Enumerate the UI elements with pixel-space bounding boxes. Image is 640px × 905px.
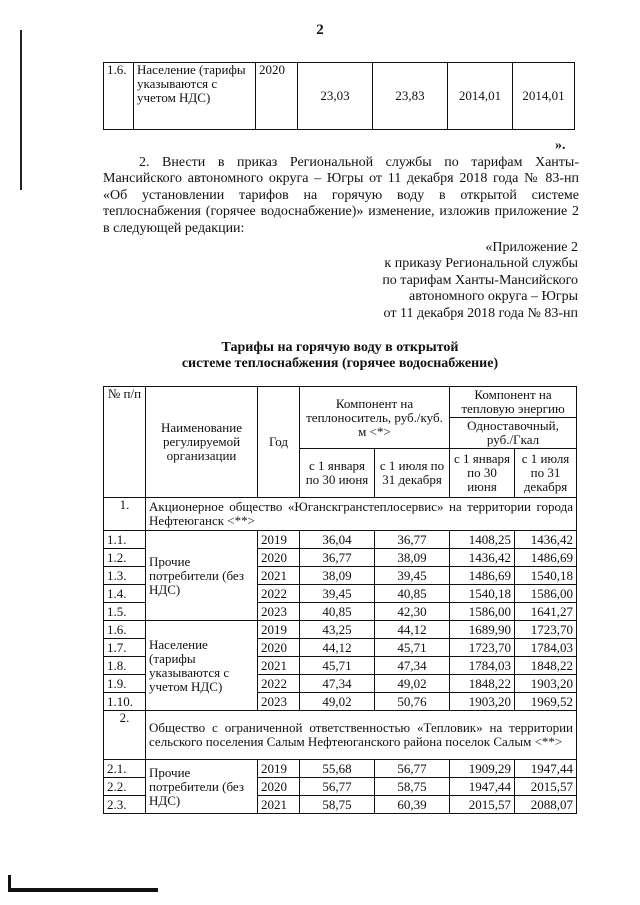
amendment-paragraph — [103, 155, 579, 237]
row-number: 1.7. — [104, 639, 146, 657]
section-row — [104, 711, 577, 760]
closing-quote: ». — [555, 138, 566, 153]
year-cell: 2021 — [258, 796, 300, 814]
header-energy-sub: Одноставочный, руб./Гкал — [450, 418, 577, 449]
value-cell: 60,39 — [375, 796, 450, 814]
row-number: 1.2. — [104, 549, 146, 567]
year-cell: 2020 — [258, 549, 300, 567]
header-num: № п/п — [104, 387, 146, 498]
header-row — [104, 387, 577, 418]
year-cell: 2021 — [258, 657, 300, 675]
value-cell: 23,03 — [298, 63, 373, 130]
year-cell: 2023 — [258, 693, 300, 711]
value-cell: 56,77 — [300, 778, 375, 796]
year-cell: 2023 — [258, 603, 300, 621]
row-number: 1.9. — [104, 675, 146, 693]
top-fragment-table — [103, 62, 575, 130]
table-title — [100, 340, 580, 372]
value-cell: 1540,18 — [450, 585, 515, 603]
value-cell: 42,30 — [375, 603, 450, 621]
year-cell: 2021 — [258, 567, 300, 585]
value-cell: 44,12 — [375, 621, 450, 639]
value-cell: 1784,03 — [450, 657, 515, 675]
title-line-2: системе теплоснабжения (горячее водоснабжение) — [181, 356, 499, 371]
value-cell: 1848,22 — [515, 657, 577, 675]
value-cell: 1969,52 — [515, 693, 577, 711]
value-cell: 1641,27 — [515, 603, 577, 621]
value-cell: 45,71 — [300, 657, 375, 675]
row-number: 1.4. — [104, 585, 146, 603]
section-name: Общество с ограниченной ответственностью «Тепловик» на территории сельского поселения Салым Нефтеюганского района поселок Салым <**> — [146, 711, 577, 760]
value-cell: 58,75 — [300, 796, 375, 814]
value-cell: 1947,44 — [450, 778, 515, 796]
value-cell: 1586,00 — [515, 585, 577, 603]
header-energy-h2: с 1 июля по 31 декабря — [515, 449, 577, 498]
value-cell: 1784,03 — [515, 639, 577, 657]
value-cell: 49,02 — [300, 693, 375, 711]
value-cell: 39,45 — [300, 585, 375, 603]
year-cell: 2019 — [258, 760, 300, 778]
paragraph-text: 2. Внести в приказ Региональной службы по тарифам Ханты-Мансийского автономного округа – Югры от 11 декабря 2018 года № 83-нп «Об установлении тарифов на горячую воду в открытой системе теплоснабжения (горячее водоснабжение)» изменение, изложив приложение 2 в следующей редакции: — [103, 155, 579, 236]
row-number: 1.3. — [104, 567, 146, 585]
page-number: 2 — [316, 22, 324, 38]
year-cell: 2020 — [258, 778, 300, 796]
value-cell: 1436,42 — [515, 531, 577, 549]
value-cell: 1486,69 — [515, 549, 577, 567]
section-number: 2. — [104, 711, 146, 760]
value-cell: 50,76 — [375, 693, 450, 711]
row-number: 2.2. — [104, 778, 146, 796]
value-cell: 1903,20 — [450, 693, 515, 711]
value-cell: 2014,01 — [448, 63, 513, 130]
header-energy: Компонент на тепловую энергию — [450, 387, 577, 418]
value-cell: 1909,29 — [450, 760, 515, 778]
year-cell: 2022 — [258, 675, 300, 693]
value-cell: 49,02 — [375, 675, 450, 693]
value-cell: 36,77 — [375, 531, 450, 549]
scan-artifact-bar — [8, 888, 158, 892]
appendix-line: от 11 декабря 2018 года № 83-нп — [383, 305, 578, 321]
value-cell: 2088,07 — [515, 796, 577, 814]
value-cell: 1947,44 — [515, 760, 577, 778]
value-cell: 58,75 — [375, 778, 450, 796]
row-number: 1.10. — [104, 693, 146, 711]
year-cell: 2019 — [258, 621, 300, 639]
header-carrier-h1: с 1 января по 30 июня — [300, 449, 375, 498]
value-cell: 1689,90 — [450, 621, 515, 639]
value-cell: 38,09 — [375, 549, 450, 567]
row-number: 1.6. — [104, 63, 134, 130]
table-row — [104, 760, 577, 778]
tariff-table — [103, 386, 577, 814]
value-cell: 1486,69 — [450, 567, 515, 585]
consumer-group: Прочие потребители (без НДС) — [146, 760, 258, 814]
org-name: Население (тарифы указываются с учетом НДС) — [134, 63, 256, 130]
value-cell: 2015,57 — [515, 778, 577, 796]
value-cell: 36,04 — [300, 531, 375, 549]
value-cell: 1723,70 — [515, 621, 577, 639]
section-row — [104, 498, 577, 531]
appendix-line: к приказу Региональной службы — [384, 256, 578, 272]
value-cell: 55,68 — [300, 760, 375, 778]
header-energy-h1: с 1 января по 30 июня — [450, 449, 515, 498]
value-cell: 47,34 — [300, 675, 375, 693]
scan-artifact-line — [20, 30, 22, 190]
appendix-reference — [300, 240, 578, 322]
header-org: Наименование регулируемой организации — [146, 387, 258, 498]
table-row — [104, 63, 575, 130]
value-cell: 1586,00 — [450, 603, 515, 621]
value-cell: 23,83 — [373, 63, 448, 130]
year-cell: 2019 — [258, 531, 300, 549]
value-cell: 1848,22 — [450, 675, 515, 693]
year-cell: 2020 — [256, 63, 298, 130]
value-cell: 1540,18 — [515, 567, 577, 585]
value-cell: 1903,20 — [515, 675, 577, 693]
year-cell: 2020 — [258, 639, 300, 657]
row-number: 1.6. — [104, 621, 146, 639]
row-number: 2.1. — [104, 760, 146, 778]
value-cell: 1436,42 — [450, 549, 515, 567]
value-cell: 2015,57 — [450, 796, 515, 814]
value-cell: 45,71 — [375, 639, 450, 657]
value-cell: 36,77 — [300, 549, 375, 567]
title-line-1: Тарифы на горячую воду в открытой — [221, 340, 459, 355]
header-carrier: Компонент на теплоноситель, руб./куб. м <*> — [300, 387, 450, 449]
table-row — [104, 621, 577, 639]
row-number: 1.5. — [104, 603, 146, 621]
table-row — [104, 531, 577, 549]
row-number: 1.8. — [104, 657, 146, 675]
appendix-line: по тарифам Ханты-Мансийского — [382, 272, 578, 288]
value-cell: 40,85 — [375, 585, 450, 603]
row-number: 2.3. — [104, 796, 146, 814]
header-carrier-h2: с 1 июля по 31 декабря — [375, 449, 450, 498]
year-cell: 2022 — [258, 585, 300, 603]
value-cell: 1723,70 — [450, 639, 515, 657]
section-name: Акционерное общество «Юганскгранстеплосервис» на территории города Нефтеюганск <**> — [146, 498, 577, 531]
value-cell: 44,12 — [300, 639, 375, 657]
value-cell: 40,85 — [300, 603, 375, 621]
consumer-group: Население (тарифы указываются с учетом НДС) — [146, 621, 258, 711]
appendix-line: «Приложение 2 — [485, 240, 578, 255]
value-cell: 38,09 — [300, 567, 375, 585]
value-cell: 2014,01 — [513, 63, 575, 130]
value-cell: 43,25 — [300, 621, 375, 639]
value-cell: 1408,25 — [450, 531, 515, 549]
section-number: 1. — [104, 498, 146, 531]
appendix-line: автономного округа – Югры — [409, 289, 578, 305]
value-cell: 39,45 — [375, 567, 450, 585]
value-cell: 56,77 — [375, 760, 450, 778]
consumer-group: Прочие потребители (без НДС) — [146, 531, 258, 621]
row-number: 1.1. — [104, 531, 146, 549]
header-year: Год — [258, 387, 300, 498]
value-cell: 47,34 — [375, 657, 450, 675]
